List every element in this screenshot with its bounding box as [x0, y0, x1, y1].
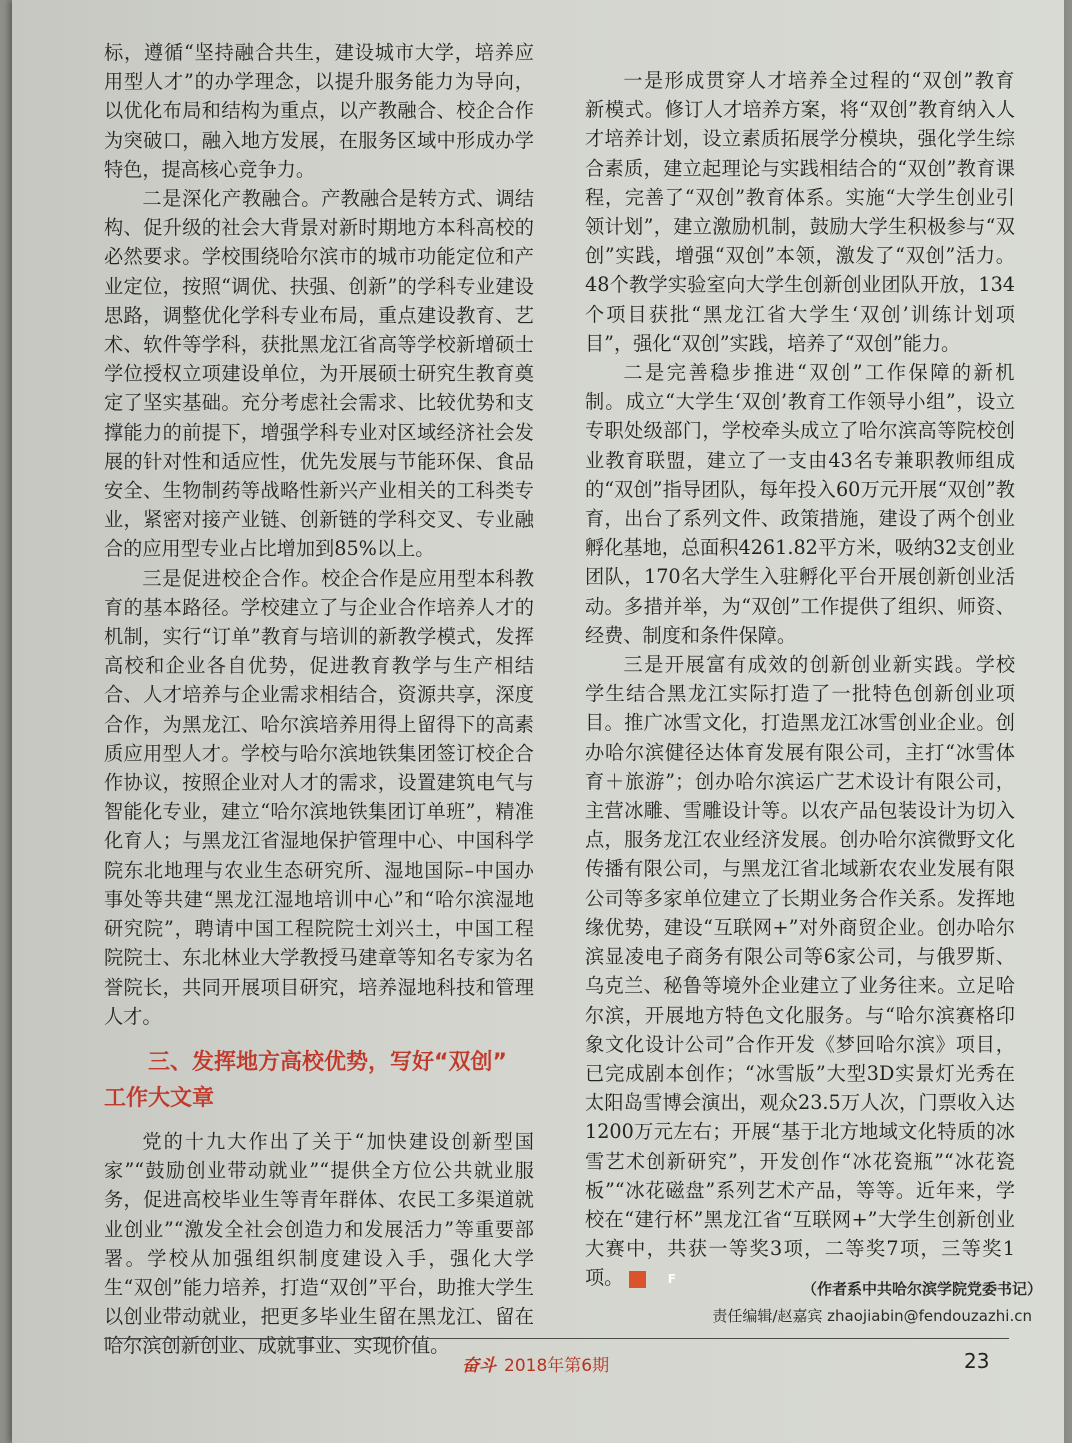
- right-column: [585, 66, 1015, 1293]
- footer-magazine: [462, 1351, 609, 1376]
- paragraph-lead: 三是促进校企合作。: [142, 566, 322, 590]
- issue-label: 2018年第6期: [504, 1356, 610, 1376]
- paragraph: [585, 650, 1015, 1292]
- paragraph: [104, 184, 534, 564]
- paragraph-body: 学校学生结合黑龙江实际打造了一批特色创新创业项目。推广冰雪文化，打造黑龙江冰雪创业企业。创办哈尔滨健径达体育发展有限公司，主打“冰雪体育＋旅游”；创办哈尔滨运广艺术设计有限公司，主营冰雕、雪雕设计等。以农产品包装设计为切入点，服务龙江农业经济发展。创办哈尔滨微野文化传播有限公司，与黑龙江省北域新农农业发展有限公司等多家单位建立了长期业务合作关系。发挥地缘优势，建设“互联网+”对外商贸企业。创办哈尔滨显凌电子商务有限公司等6家公司，与俄罗斯、乌克兰、秘鲁等境外企业建立了业务往来。立足哈尔滨，开展地方特色文化服务。与“哈尔滨赛格印象文化设计公司”合作开发《梦回哈尔滨》项目，已完成剧本创作；“冰雪版”大型3D实景灯光秀在太阳岛雪博会演出，观众23.5万人次，门票收入达1200万元左右；开展“基于北方地域文化特质的冰雪艺术创新研究”，开发创作“冰花瓷瓶”“冰花瓷板”“冰花磁盘”系列艺术产品，等等。近年来，学校在“建行杯”黑龙江省“互联网+”大学生创新创业大赛中，共获一等奖3项，二等奖7项，三等奖1项。: [585, 653, 1016, 1290]
- page-number: 23: [964, 1349, 990, 1373]
- end-mark-icon: F: [629, 1271, 646, 1288]
- footer-divider: [104, 1338, 1009, 1339]
- paragraph-lead: 二是完善稳步推进“双创”工作保障的新机制。: [585, 361, 1015, 414]
- paragraph-lead: 一是形成贯穿人才培养全过程的“双创”教育新模式。: [585, 69, 1015, 122]
- left-column: [104, 38, 534, 1361]
- paragraph: 党的十九大作出了关于“加快建设创新型国家”“鼓励创业带动就业”“提供全方位公共就业服务，促进高校毕业生等青年群体、农民工多渠道就业创业”“激发全社会创造力和发展活力”等重要部署。学校从加强组织制度建设入手，强化大学生“双创”能力培养，打造“双创”平台，助推大学生以创业带动就业，把更多毕业生留在黑龙江、留在哈尔滨创新创业、成就事业、实现价值。: [104, 1129, 534, 1358]
- section-heading-line-2: 工作大文章: [104, 1085, 215, 1111]
- paragraph-body: 成立“大学生‘双创’教育工作领导小组”，设立专职处级部门，学校牵头成立了哈尔滨高等院校创业教育联盟，建立了一支由43名专兼职教师组成的“双创”指导团队，每年投入60万元开展“双创”教育，出台了系列文件、政策措施，建设了两个创业孵化基地，总面积4261.82平方米，吸纳32支创业团队，170名大学生入驻孵化平台开展创新创业活动。多措并举，为“双创”工作提供了组织、师资、经费、制度和条件保障。: [585, 390, 1015, 647]
- editor-note: 责任编辑/赵嘉宾 zhaojiabin@fendouzazhi.cn: [712, 1307, 1032, 1325]
- paragraph: [585, 66, 1015, 358]
- section-heading-line-1: 三、发挥地方高校优势，写好“双创”: [148, 1049, 507, 1075]
- paragraph-body: 校企合作是应用型本科教育的基本路径。学校建立了与企业合作培养人才的机制，实行“订单”教育与培训的新教学模式，发挥高校和企业各自优势，促进教育教学与生产相结合、人才培养与企业需求相结合，资源共享，深度合作，为黑龙江、哈尔滨培养用得上留得下的高素质应用型人才。学校与哈尔滨地铁集团签订校企合作协议，按照企业对人才的需求，设置建筑电气与智能化专业，建立“哈尔滨地铁集团订单班”，精准化育人；与黑龙江省湿地保护管理中心、中国科学院东北地理与农业生态研究所、湿地国际–中国办事处等共建“黑龙江湿地培训中心”和“哈尔滨湿地研究院”，聘请中国工程院院士刘兴土，中国工程院院士、东北林业大学教授马建章等知名专家为名誉院长，共同开展项目研究，培养湿地科技和管理人才。: [104, 566, 535, 1028]
- paragraph: [104, 564, 534, 1031]
- section-heading: [104, 1045, 534, 1117]
- paragraph-lead: 二是深化产教融合。: [142, 187, 322, 211]
- author-note: （作者系中共哈尔滨学院党委书记）: [801, 1280, 1042, 1298]
- paragraph: [585, 358, 1015, 650]
- paragraph: 标，遵循“坚持融合共生，建设城市大学，培养应用型人才”的办学理念，以提升服务能力为导向，以优化布局和结构为重点，以产教融合、校企合作为突破口，融入地方发展，在服务区域中形成办学特色，提高核心竞争力。: [104, 41, 534, 181]
- magazine-logo: 奋斗: [462, 1356, 496, 1376]
- paragraph-body: 修订人才培养方案，将“双创”教育纳入人才培养计划，设立素质拓展学分模块，强化学生综合素质，建立起理论与实践相结合的“双创”教育课程，完善了“双创”教育体系。实施“大学生创业引领计划”，建立激励机制，鼓励大学生积极参与“双创”实践，增强“双创”本领，激发了“双创”活力。48个教学实验室向大学生创新创业团队开放，134个项目获批“黑龙江省大学生‘双创’训练计划项目”，强化“双创”实践，培养了“双创”能力。: [585, 98, 1016, 355]
- magazine-page: [12, 0, 1064, 1443]
- paragraph-lead: 三是开展富有成效的创新创业新实践。: [623, 653, 976, 677]
- paragraph-body: 产教融合是转方式、调结构、促升级的社会大背景对新时期地方本科高校的必然要求。学校围绕哈尔滨市的城市功能定位和产业定位，按照“调优、扶强、创新”的学科专业建设思路，调整优化学科专业布局，重点建设教育、艺术、软件等学科，获批黑龙江省高等学校新增硕士学位授权立项建设单位，为开展硕士研究生教育奠定了坚实基础。充分考虑社会需求、比较优势和支撑能力的前提下，增强学科专业对区域经济社会发展的针对性和适应性，优先发展与节能环保、食品安全、生物制药等战略性新兴产业相关的工科类专业，紧密对接产业链、创新链的学科交叉、专业融合的应用型专业占比增加到85%以上。: [104, 187, 535, 561]
